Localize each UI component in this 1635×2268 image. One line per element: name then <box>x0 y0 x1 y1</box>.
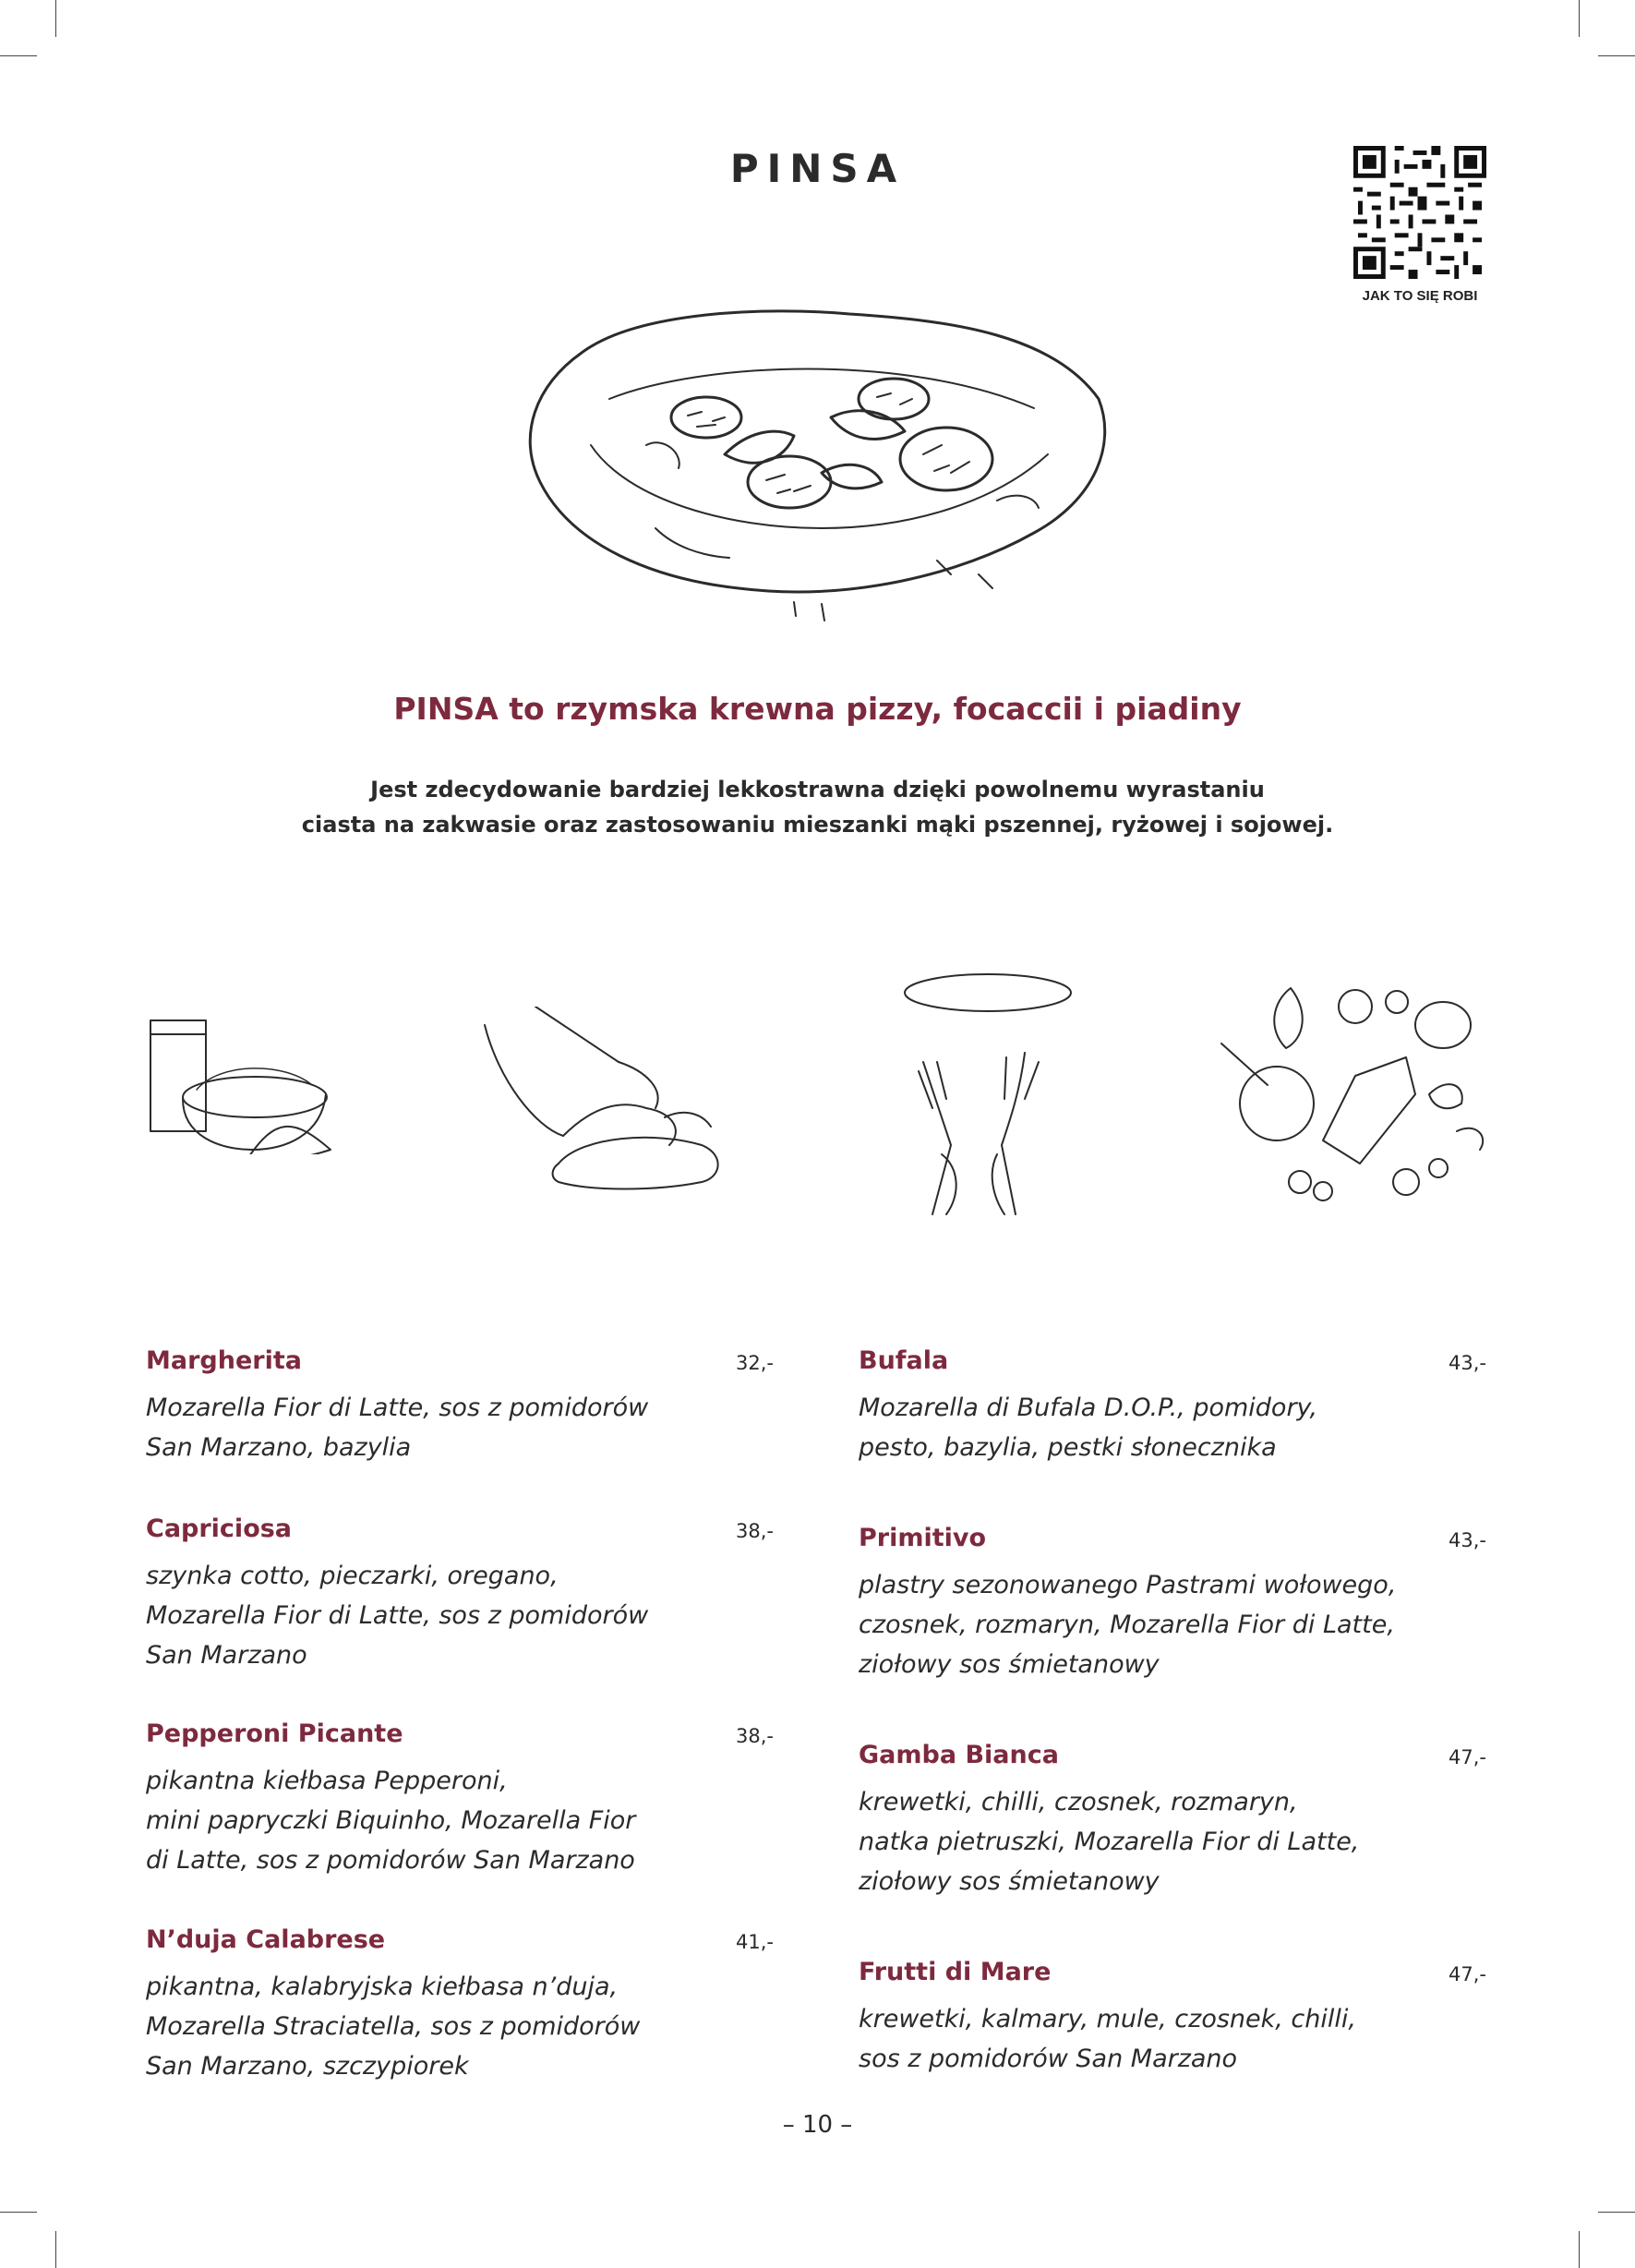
intro-text <box>0 772 1635 842</box>
menu-item-description <box>146 1967 774 2086</box>
kneading-dough-illustration <box>480 1007 739 1191</box>
menu-item-description-line: Mozarella di Bufala D.O.P., pomidory, <box>859 1393 1318 1422</box>
menu-item-price: 47,- <box>1449 1963 1486 1985</box>
menu-item <box>859 1524 1486 1684</box>
menu-item-price: 47,- <box>1449 1746 1486 1768</box>
menu-item-description-line: San Marzano, szczypiorek <box>146 2052 469 2081</box>
menu-item-description-line: Mozarella Straciatella, sos z pomidorów <box>146 2012 641 2041</box>
menu-item <box>859 1346 1486 1467</box>
page-title: PINSA <box>729 146 906 191</box>
menu-item-name: N’duja Calabrese <box>146 1925 386 1954</box>
qr-caption: JAK TO SIĘ ROBI <box>1362 288 1478 304</box>
menu-item-description <box>859 1782 1486 1901</box>
menu-item-description-line: ziołowy sos śmietanowy <box>859 1867 1160 1896</box>
menu-item-price: 38,- <box>736 1520 774 1542</box>
flour-bowl-illustration <box>146 970 358 1154</box>
menu-item-description <box>146 1388 774 1467</box>
menu-item-description-line: natka pietruszki, Mozarella Fior di Latte, <box>859 1828 1360 1856</box>
menu-item-description <box>859 1565 1486 1684</box>
menu-item <box>146 1514 774 1675</box>
ingredients-illustration <box>1217 983 1494 1205</box>
menu-item-name: Capriciosa <box>146 1514 293 1543</box>
menu-item-description <box>859 1388 1486 1467</box>
menu-item-description <box>146 1761 774 1880</box>
menu-item-description-line: krewetki, chilli, czosnek, rozmaryn, <box>859 1788 1298 1816</box>
crop-mark <box>1598 2212 1635 2213</box>
qr-code-icon[interactable] <box>1353 146 1486 279</box>
menu-item-description-line: mini papryczki Biquinho, Mozarella Fior <box>146 1806 636 1835</box>
menu-item-name: Gamba Bianca <box>859 1741 1059 1769</box>
menu-item-name: Margherita <box>146 1346 302 1375</box>
menu-item-description <box>859 1999 1486 2079</box>
menu-item-description-line: szynka cotto, pieczarki, oregano, <box>146 1562 559 1590</box>
tossing-dough-illustration <box>896 970 1080 1219</box>
menu-item-description-line: di Latte, sos z pomidorów San Marzano <box>146 1846 635 1875</box>
menu-item-name: Pepperoni Picante <box>146 1719 403 1748</box>
menu-item-description-line: plastry sezonowanego Pastrami wołowego, <box>859 1571 1397 1599</box>
crop-mark <box>1579 2231 1580 2268</box>
pinsa-pizza-illustration <box>517 297 1117 639</box>
menu-item-price: 38,- <box>736 1725 774 1747</box>
menu-item-description-line: sos z pomidorów San Marzano <box>859 2045 1238 2073</box>
crop-mark <box>1598 55 1635 56</box>
menu-item <box>859 1958 1486 2079</box>
menu-item-description-line: Mozarella Fior di Latte, sos z pomidorów <box>146 1601 649 1630</box>
menu-item-description-line: San Marzano, bazylia <box>146 1433 412 1462</box>
crop-mark <box>55 2231 56 2268</box>
menu-item-description-line: pikantna kiełbasa Pepperoni, <box>146 1767 508 1795</box>
menu-item-price: 43,- <box>1449 1529 1486 1551</box>
menu-item-description-line: Mozarella Fior di Latte, sos z pomidorów <box>146 1393 649 1422</box>
menu-item-description-line: pesto, bazylia, pestki słonecznika <box>859 1433 1277 1462</box>
menu-item-description-line: ziołowy sos śmietanowy <box>859 1650 1160 1679</box>
menu-item-description-line: krewetki, kalmary, mule, czosnek, chilli, <box>859 2005 1356 2033</box>
menu-item-description-line: pikantna, kalabryjska kiełbasa n’duja, <box>146 1972 619 2001</box>
menu-item <box>859 1741 1486 1901</box>
menu-item-name: Primitivo <box>859 1524 987 1552</box>
crop-mark <box>0 55 37 56</box>
menu-item-description <box>146 1556 774 1675</box>
menu-item-price: 32,- <box>736 1352 774 1374</box>
menu-item <box>146 1925 774 2086</box>
page-number: – 10 – <box>782 2111 853 2139</box>
menu-item <box>146 1719 774 1880</box>
intro-line: ciasta na zakwasie oraz zastosowaniu mieszanki mąki pszennej, ryżowej i sojowej. <box>301 812 1334 838</box>
menu-item-name: Bufala <box>859 1346 949 1375</box>
crop-mark <box>55 0 56 37</box>
intro-line: Jest zdecydowanie bardziej lekkostrawna dzięki powolnemu wyrastaniu <box>370 777 1265 802</box>
crop-mark <box>1579 0 1580 37</box>
menu-item <box>146 1346 774 1467</box>
menu-item-description-line: San Marzano <box>146 1641 307 1670</box>
menu-item-name: Frutti di Mare <box>859 1958 1052 1986</box>
crop-mark <box>0 2212 37 2213</box>
menu-item-price: 43,- <box>1449 1352 1486 1374</box>
menu-item-description-line: czosnek, rozmaryn, Mozarella Fior di Latte, <box>859 1611 1395 1639</box>
menu-item-price: 41,- <box>736 1931 774 1953</box>
headline: PINSA to rzymska krewna pizzy, focaccii i piadiny <box>393 691 1242 727</box>
qr-code-block[interactable] <box>1350 146 1490 304</box>
